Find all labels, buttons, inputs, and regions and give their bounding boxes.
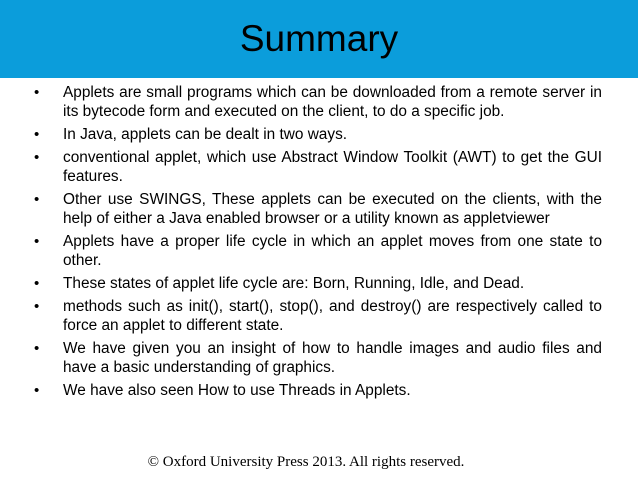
bullet-list	[34, 83, 602, 404]
bullet-text: We have given you an insight of how to handle images and audio files and have a basic understanding of graphics.	[63, 340, 602, 376]
bullet-dot: •	[34, 233, 40, 250]
bullet-dot: •	[34, 298, 40, 315]
bullet-dot: •	[34, 340, 40, 357]
bullet-item	[34, 297, 602, 335]
bullet-item	[34, 274, 602, 293]
bullet-text: Applets are small programs which can be downloaded from a remote server in its bytecode form and executed on the client, to do a specific job.	[63, 84, 602, 120]
bullet-text: We have also seen How to use Threads in Applets.	[63, 382, 411, 399]
bullet-dot: •	[34, 84, 40, 101]
bullet-item	[34, 83, 602, 121]
bullet-text: Applets have a proper life cycle in which an applet moves from one state to other.	[63, 233, 602, 269]
copyright-footer: © Oxford University Press 2013. All rights reserved.	[147, 454, 465, 470]
bullet-text: methods such as init(), start(), stop(), and destroy() are respectively called to force an applet to different state.	[63, 298, 602, 334]
bullet-item	[34, 381, 602, 400]
bullet-dot: •	[34, 126, 40, 143]
bullet-item	[34, 125, 602, 144]
bullet-text: conventional applet, which use Abstract Window Toolkit (AWT) to get the GUI features.	[63, 149, 602, 185]
bullet-item	[34, 148, 602, 186]
bullet-item	[34, 232, 602, 270]
bullet-dot: •	[34, 382, 40, 399]
slide-title: Summary	[239, 18, 399, 59]
bullet-dot: •	[34, 149, 40, 166]
bullet-item	[34, 339, 602, 377]
bullet-text: These states of applet life cycle are: Born, Running, Idle, and Dead.	[63, 275, 525, 292]
bullet-text: In Java, applets can be dealt in two ways.	[63, 126, 348, 143]
bullet-item	[34, 190, 602, 228]
bullet-text: Other use SWINGS, These applets can be executed on the clients, with the help of either a Java enabled browser or a utility known as appletviewer	[63, 191, 602, 227]
bullet-dot: •	[34, 191, 40, 208]
bullet-dot: •	[34, 275, 40, 292]
